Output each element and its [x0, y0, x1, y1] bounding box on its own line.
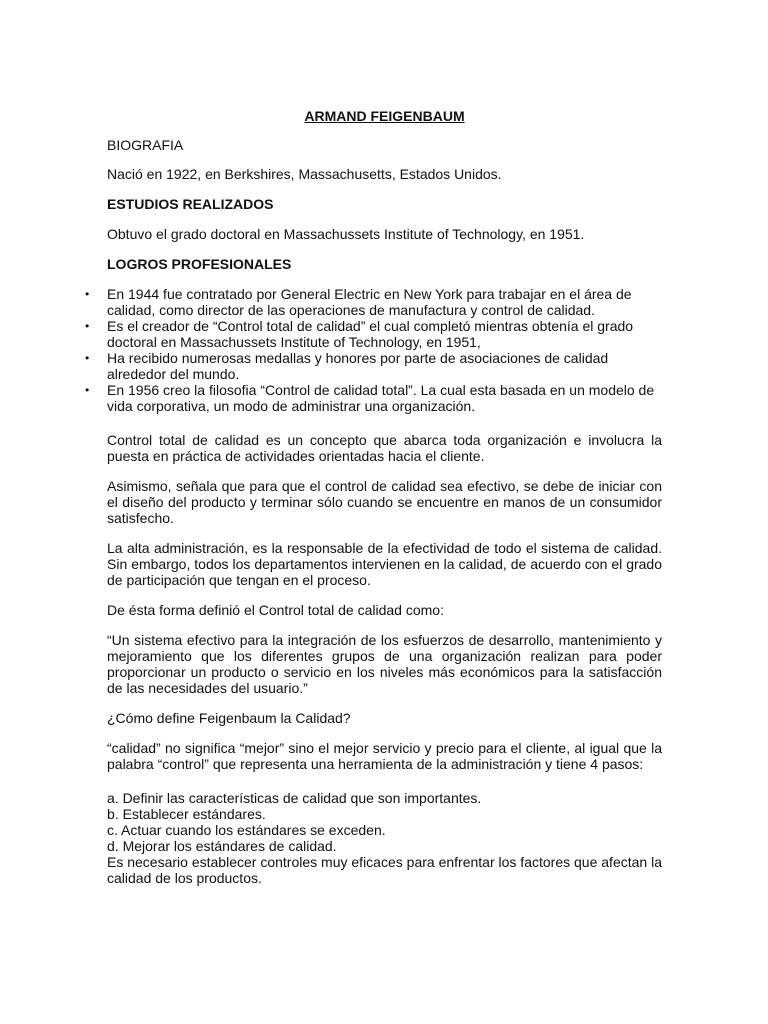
estudios-text: Obtuvo el grado doctoral en Massachussets Institute of Technology, en 1951. [107, 226, 585, 242]
list-item: • Ha recibido numerosas medallas y honores por parte de asociaciones de calidad alrededor del mundo. [107, 350, 662, 382]
definition-quote: “Un sistema efectivo para la integración de los esfuerzos de desarrollo, mantenimiento y mejoramiento que los diferentes grupos de una organización realizan para poder proporcionar un producto o servicio en los niveles más económicos para la satisfacción de las necesidades del usuario.” [107, 632, 662, 696]
list-item: • En 1944 fue contratado por General Electric en New York para trabajar en el área de calidad, como director de las operaciones de manufactura y control de calidad. [107, 286, 662, 318]
paragraph-asimismo: Asimismo, señala que para que el control de calidad sea efectivo, se debe de iniciar con el diseño del producto y terminar sólo cuando se encuentre en manos de un consumidor satisfecho. [107, 478, 662, 526]
list-item: c. Actuar cuando los estándares se exceden. [107, 822, 386, 838]
closing-text: Es necesario establecer controles muy eficaces para enfrentar los factores que afectan la calidad de los productos. [107, 854, 662, 886]
paragraph-control-total: Control total de calidad es un concepto que abarca toda organización e involucra la puesta en práctica de actividades orientadas hacia el cliente. [107, 432, 662, 464]
list-item: a. Definir las características de calidad que son importantes. [107, 790, 482, 806]
question-text: ¿Cómo define Feigenbaum la Calidad? [107, 710, 351, 726]
logros-heading: LOGROS PROFESIONALES [107, 256, 292, 272]
steps-list [107, 790, 662, 886]
list-item: • En 1956 creo la filosofia “Control de calidad total”. La cual esta basada en un modelo de vida corporativa, un modo de administrar una organización. [107, 382, 662, 414]
biografia-label: BIOGRAFIA [107, 137, 184, 153]
document-body [107, 108, 662, 886]
page-title: ARMAND FEIGENBAUM [304, 108, 465, 124]
list-item: • Es el creador de “Control total de calidad” el cual completó mientras obtenía el grado doctoral en Massachussets Institute of Technology, en 1951, [107, 318, 662, 350]
list-item: d. Mejorar los estándares de calidad. [107, 838, 337, 854]
logros-list [107, 286, 662, 414]
list-item: b. Establecer estándares. [107, 806, 266, 822]
paragraph-alta-administracion: La alta administración, es la responsable de la efectividad de todo el sistema de calidad. Sin embargo, todos los departamentos intervienen en la calidad, de acuerdo con el grado de participación que tengan en el proceso. [107, 540, 662, 588]
paragraph-definicion-intro: De ésta forma definió el Control total de calidad como: [107, 602, 444, 618]
nacimiento-text: Nació en 1922, en Berkshires, Massachusetts, Estados Unidos. [107, 166, 502, 182]
paragraph-calidad: “calidad” no significa “mejor” sino el mejor servicio y precio para el cliente, al igual que la palabra “control” que representa una herramienta de la administración y tiene 4 pasos: [107, 740, 662, 772]
estudios-heading: ESTUDIOS REALIZADOS [107, 196, 274, 212]
